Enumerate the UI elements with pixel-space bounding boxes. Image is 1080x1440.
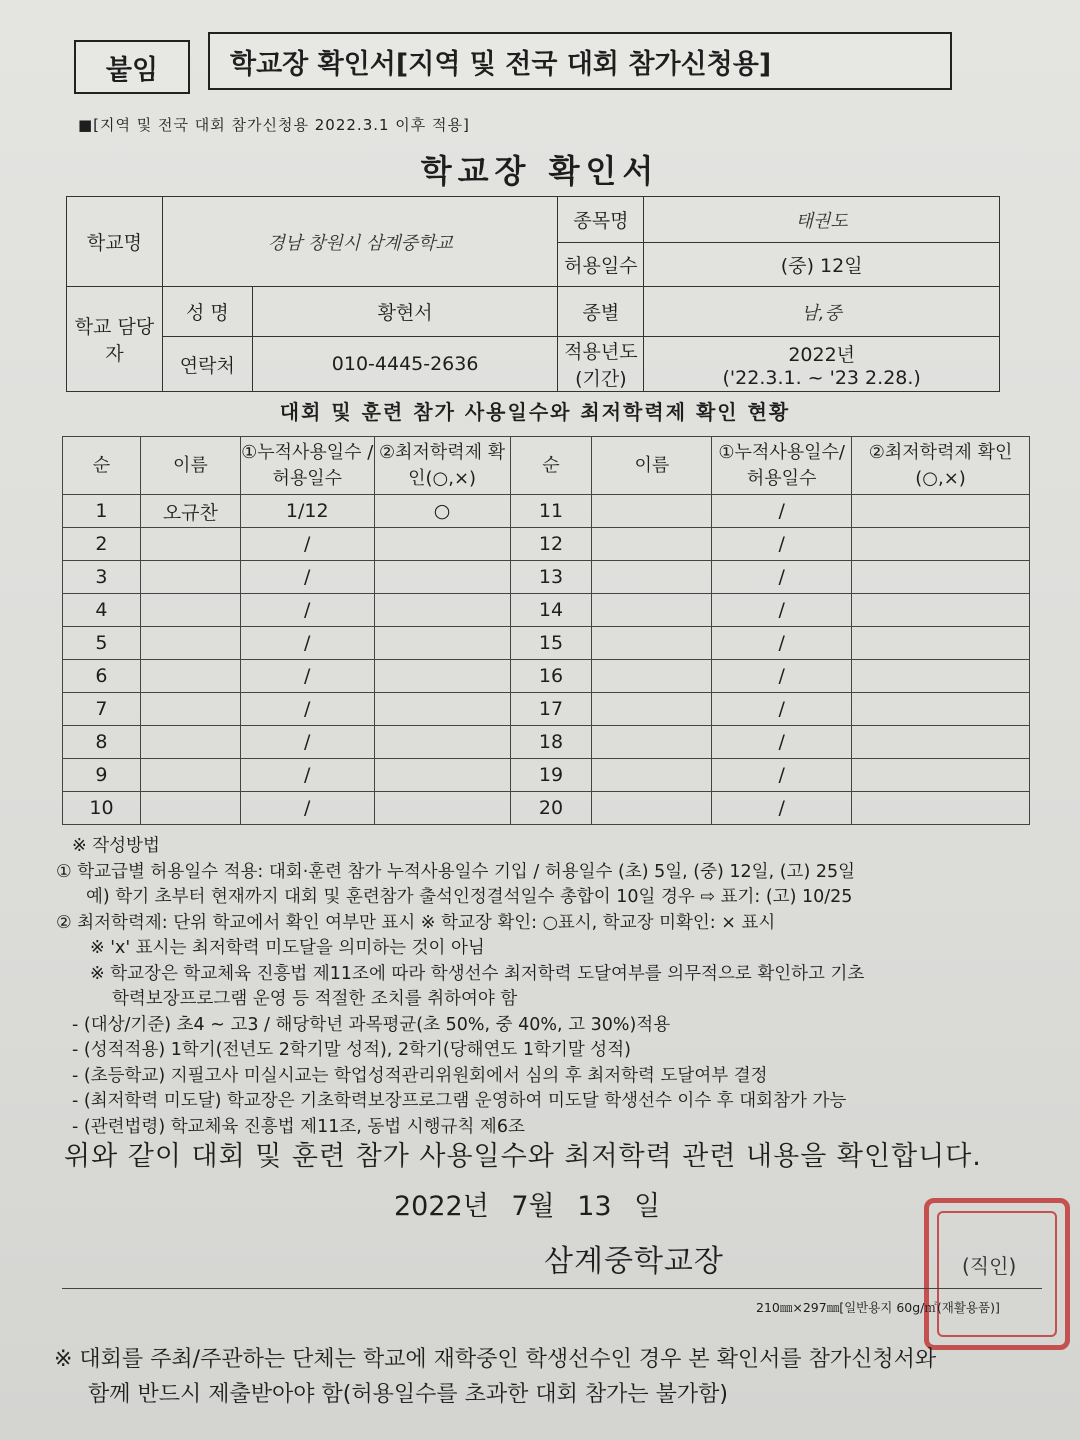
row-name — [592, 594, 712, 627]
header-no: 순 — [63, 437, 141, 495]
table-row — [63, 495, 1030, 528]
header-name: 이름 — [592, 437, 712, 495]
row-name — [592, 792, 712, 825]
table-row — [63, 594, 1030, 627]
row-min: ○ — [374, 495, 510, 528]
school-value: 경남 창원시 삼계중학교 — [162, 197, 558, 287]
contact-label: 연락처 — [162, 337, 252, 392]
table-row — [63, 627, 1030, 660]
row-no: 4 — [63, 594, 141, 627]
row-name — [140, 693, 240, 726]
year-value-cell — [644, 337, 1000, 392]
allowed-days-value: (중) 12일 — [644, 243, 1000, 287]
row-no: 16 — [510, 660, 592, 693]
row-no: 9 — [63, 759, 141, 792]
table-row — [63, 528, 1030, 561]
year-value: 2022년 — [788, 343, 856, 366]
attachment-tag: 붙임 — [74, 40, 190, 94]
paper-spec: 210㎜×297㎜[일반용지 60g/㎡(재활용품)] — [756, 1300, 1000, 1315]
header-min: ②최저학력제 확인(○,×) — [374, 437, 510, 495]
row-name — [140, 627, 240, 660]
row-min — [852, 495, 1030, 528]
row-min — [852, 528, 1030, 561]
sport-value: 태권도 — [644, 197, 1000, 243]
row-days: / — [712, 693, 852, 726]
issue-date: 2022년 7월 13 일 — [394, 1191, 661, 1222]
row-name — [592, 528, 712, 561]
row-min — [374, 561, 510, 594]
row-name — [140, 792, 240, 825]
category-value: 남,중 — [644, 287, 1000, 337]
table-row — [63, 693, 1030, 726]
school-info-table — [66, 196, 1000, 392]
row-days: / — [712, 594, 852, 627]
row-min — [852, 660, 1030, 693]
sport-label: 종목명 — [558, 197, 644, 243]
table-row — [63, 561, 1030, 594]
principal-signature: 삼계중학교장 — [544, 1244, 724, 1279]
row-days: / — [712, 528, 852, 561]
header-days: ①누적사용일수/ 허용일수 — [712, 437, 852, 495]
table-row — [63, 726, 1030, 759]
submission-notice — [54, 1342, 936, 1412]
row-days: / — [712, 627, 852, 660]
row-no: 7 — [63, 693, 141, 726]
name-label: 성 명 — [162, 287, 252, 337]
row-name — [592, 693, 712, 726]
instruction-line: - (성적적용) 1학기(전년도 2학기말 성적), 2학기(당해연도 1학기말 성적) — [72, 1040, 631, 1060]
row-min — [374, 594, 510, 627]
row-min — [852, 693, 1030, 726]
row-name — [140, 594, 240, 627]
row-no: 14 — [510, 594, 592, 627]
row-name — [140, 759, 240, 792]
row-min — [852, 627, 1030, 660]
row-no: 2 — [63, 528, 141, 561]
table-row — [63, 759, 1030, 792]
row-days: / — [240, 528, 374, 561]
writing-instructions — [56, 834, 1056, 1140]
header-min: ②최저학력제 확인(○,×) — [852, 437, 1030, 495]
row-no: 10 — [63, 792, 141, 825]
table-row — [63, 660, 1030, 693]
seal-label: (직인) — [962, 1254, 1017, 1278]
row-name — [592, 561, 712, 594]
row-name — [592, 627, 712, 660]
row-no: 6 — [63, 660, 141, 693]
row-name: 오규찬 — [140, 495, 240, 528]
row-no: 5 — [63, 627, 141, 660]
row-name — [592, 495, 712, 528]
form-title: 학교장 확인서 — [420, 152, 660, 190]
instruction-line: ※ 학교장은 학교체육 진흥법 제11조에 따라 학생선수 최저학력 도달여부를 의무적으로 확인하고 기초 — [90, 963, 865, 984]
row-min — [374, 627, 510, 660]
instruction-line: - (대상/기준) 초4 ~ 고3 / 해당학년 과목평균(초 50%, 중 40%, 고 30%)적용 — [72, 1014, 671, 1035]
participation-table — [62, 436, 1030, 825]
row-min — [374, 660, 510, 693]
row-no: 17 — [510, 693, 592, 726]
instruction-line: ※ 'x' 표시는 최저학력 미도달을 의미하는 것이 아님 — [90, 938, 485, 958]
instruction-line: - (최저학력 미도달) 학교장은 기초학력보장프로그램 운영하여 미도달 학생선수 이수 후 대회참가 가능 — [72, 1091, 847, 1111]
instruction-line: 예) 학기 초부터 현재까지 대회 및 훈련참가 출석인정결석일수 총합이 10일 경우 ⇨ 표기: (고) 10/25 — [86, 887, 853, 907]
header-name: 이름 — [140, 437, 240, 495]
row-min — [852, 759, 1030, 792]
row-min — [852, 726, 1030, 759]
row-name — [592, 759, 712, 792]
row-name — [140, 561, 240, 594]
row-name — [592, 726, 712, 759]
row-days: / — [712, 792, 852, 825]
instruction-line: - (관련법령) 학교체육 진흥법 제11조, 동법 시행규칙 제6조 — [72, 1116, 525, 1137]
header-days: ①누적사용일수 /허용일수 — [240, 437, 374, 495]
table-row — [63, 792, 1030, 825]
row-no: 15 — [510, 627, 592, 660]
row-days: / — [712, 726, 852, 759]
school-label: 학교명 — [67, 197, 163, 287]
row-min — [852, 792, 1030, 825]
divider — [62, 1288, 1042, 1289]
row-min — [374, 726, 510, 759]
row-name — [140, 726, 240, 759]
row-no: 18 — [510, 726, 592, 759]
row-days: / — [712, 561, 852, 594]
row-days: / — [240, 627, 374, 660]
confirmation-statement: 위와 같이 대회 및 훈련 참가 사용일수와 최저학력 관련 내용을 확인합니다. — [64, 1141, 982, 1172]
year-label: 적용년도 (기간) — [558, 337, 644, 392]
instruction-line: ① 학교급별 허용일수 적용: 대회·훈련 참가 누적사용일수 기입 / 허용일수 (초) 5일, (중) 12일, (고) 25일 — [56, 861, 856, 882]
document-header-title: 학교장 확인서[지역 및 전국 대회 참가신청용] — [208, 32, 952, 90]
row-days: 1/12 — [240, 495, 374, 528]
header-no: 순 — [510, 437, 592, 495]
row-days: / — [240, 726, 374, 759]
row-min — [374, 528, 510, 561]
row-no: 20 — [510, 792, 592, 825]
row-days: / — [240, 792, 374, 825]
row-name — [140, 528, 240, 561]
section-title: 대회 및 훈련 참가 사용일수와 최저학력제 확인 현황 — [279, 400, 791, 424]
footer-line: ※ 대회를 주최/주관하는 단체는 학교에 재학중인 학생선수인 경우 본 확인서를 참가신청서와 — [54, 1347, 937, 1372]
participation-rows — [63, 495, 1030, 825]
manager-label: 학교 담당자 — [67, 287, 163, 392]
row-min — [374, 759, 510, 792]
row-name — [592, 660, 712, 693]
row-min — [852, 594, 1030, 627]
row-no: 13 — [510, 561, 592, 594]
row-days: / — [712, 495, 852, 528]
row-min — [852, 561, 1030, 594]
row-days: / — [240, 561, 374, 594]
instruction-line: ② 최저학력제: 단위 학교에서 확인 여부만 표시 ※ 학교장 확인: ○표시, 학교장 미확인: × 표시 — [56, 912, 776, 933]
row-name — [140, 660, 240, 693]
row-no: 3 — [63, 561, 141, 594]
row-days: / — [712, 660, 852, 693]
row-days: / — [240, 594, 374, 627]
applicability-note: ■[지역 및 전국 대회 참가신청용 2022.3.1 이후 적용] — [78, 116, 470, 134]
row-min — [374, 792, 510, 825]
row-days: / — [240, 660, 374, 693]
row-no: 1 — [63, 495, 141, 528]
row-days: / — [240, 759, 374, 792]
instruction-line: ※ 작성방법 — [72, 836, 160, 856]
contact-value: 010-4445-2636 — [252, 337, 558, 392]
allowed-days-label: 허용일수 — [558, 243, 644, 287]
instruction-line: 학력보장프로그램 운영 등 적절한 조치를 취하여야 함 — [112, 989, 518, 1009]
instruction-line: - (초등학교) 지필고사 미실시교는 학업성적관리위원회에서 심의 후 최저학력 도달여부 결정 — [72, 1065, 768, 1086]
row-no: 11 — [510, 495, 592, 528]
row-no: 8 — [63, 726, 141, 759]
category-label: 종별 — [558, 287, 644, 337]
name-value: 황현서 — [252, 287, 558, 337]
row-days: / — [240, 693, 374, 726]
footer-line: 함께 반드시 제출받아야 함(허용일수를 초과한 대회 참가는 불가함) — [88, 1382, 728, 1407]
row-no: 12 — [510, 528, 592, 561]
row-min — [374, 693, 510, 726]
period-value: ('22.3.1. ~ '23 2.28.) — [722, 366, 921, 389]
row-days: / — [712, 759, 852, 792]
row-no: 19 — [510, 759, 592, 792]
